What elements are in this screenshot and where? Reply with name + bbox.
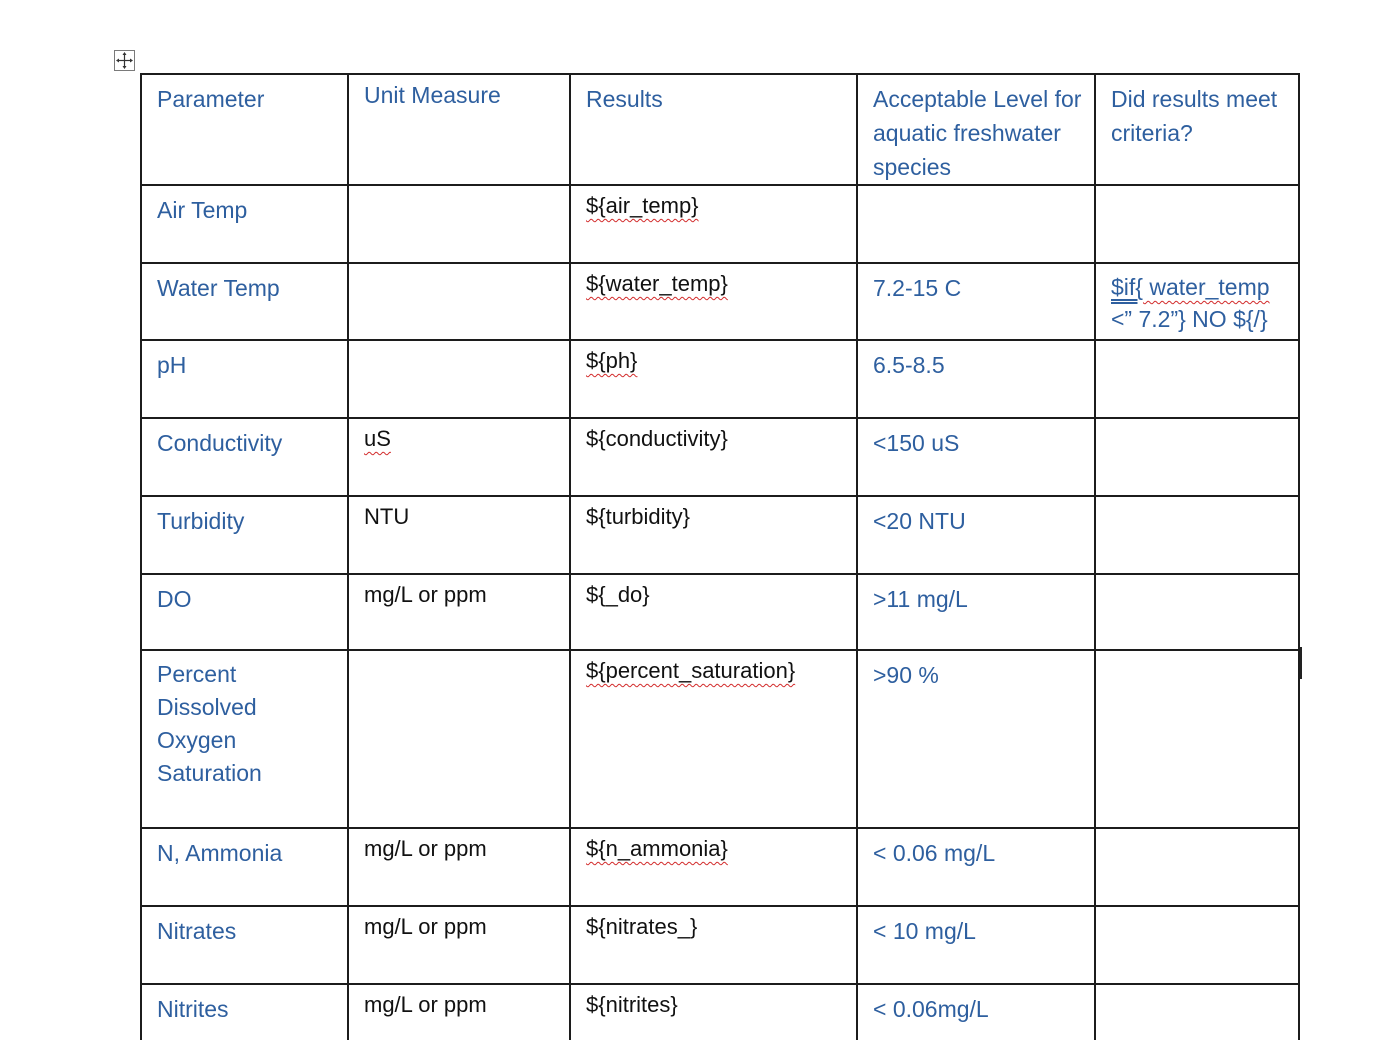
row-acceptable[interactable]: < 10 mg/L [873, 918, 976, 944]
row-unit[interactable]: mg/L or ppm [364, 836, 487, 861]
row-acceptable[interactable]: <20 NTU [873, 508, 966, 534]
row-acceptable[interactable] [858, 186, 1094, 193]
row-result[interactable]: ${turbidity} [586, 504, 690, 529]
row-unit[interactable]: NTU [364, 504, 410, 529]
row-result[interactable]: ${_do} [586, 582, 650, 607]
row-result[interactable]: ${ph} [586, 348, 638, 373]
header-acceptable: Acceptable Level for aquatic freshwater species [873, 86, 1082, 180]
row-acceptable[interactable]: < 0.06mg/L [873, 996, 989, 1022]
parameters-table [140, 73, 1300, 1040]
table-row [141, 340, 1299, 418]
row-parameter[interactable]: Conductivity [157, 430, 283, 456]
row-parameter[interactable]: Nitrites [157, 996, 229, 1022]
row-result[interactable]: ${air_temp} [586, 193, 699, 218]
row-unit[interactable] [349, 264, 569, 271]
row-acceptable[interactable]: >90 % [873, 662, 939, 688]
row-parameter[interactable]: pH [157, 352, 187, 378]
row-acceptable[interactable]: < 0.06 mg/L [873, 840, 996, 866]
row-result[interactable]: ${percent_saturation} [586, 658, 796, 683]
row-met-criteria[interactable] [1096, 186, 1298, 193]
row-met-criteria[interactable] [1096, 651, 1298, 658]
row-parameter[interactable]: N, Ammonia [157, 840, 283, 866]
row-met-criteria[interactable] [1096, 985, 1298, 992]
row-unit[interactable]: mg/L or ppm [364, 992, 487, 1017]
row-result[interactable]: ${conductivity} [586, 426, 728, 451]
table-row [141, 574, 1299, 650]
row-result[interactable]: ${water_temp} [586, 271, 728, 296]
row-met-criteria[interactable] [1096, 575, 1298, 582]
table-row [141, 828, 1299, 906]
row-result[interactable]: ${nitrates_} [586, 914, 698, 939]
table-row [141, 185, 1299, 263]
table-row [141, 650, 1299, 828]
row-met-criteria[interactable] [1096, 907, 1298, 914]
header-parameter: Parameter [157, 86, 265, 112]
header-met-criteria: Did results meet criteria? [1111, 86, 1278, 146]
row-met-criteria[interactable] [1096, 497, 1298, 504]
row-unit[interactable]: mg/L or ppm [364, 914, 487, 939]
row-met-criteria[interactable] [1096, 829, 1298, 836]
row-unit[interactable]: mg/L or ppm [364, 582, 487, 607]
table-row [141, 263, 1299, 340]
row-unit[interactable] [349, 186, 569, 193]
row-result[interactable]: ${n_ammonia} [586, 836, 728, 861]
row-parameter[interactable]: Percent Dissolved Oxygen Saturation [157, 661, 262, 786]
row-unit[interactable] [349, 341, 569, 348]
table-header-row [141, 74, 1299, 185]
row-parameter[interactable]: Nitrates [157, 918, 237, 944]
row-acceptable[interactable]: <150 uS [873, 430, 960, 456]
row-acceptable[interactable]: 7.2-15 C [873, 275, 962, 301]
header-results: Results [586, 86, 663, 112]
text-cursor [1300, 647, 1302, 679]
row-met-criteria[interactable] [1096, 264, 1298, 335]
row-unit[interactable] [349, 651, 569, 658]
move-arrows-icon[interactable] [114, 50, 135, 71]
header-unit: Unit Measure [364, 82, 501, 108]
row-met-criteria[interactable] [1096, 341, 1298, 348]
row-parameter[interactable]: Water Temp [157, 275, 280, 301]
table-row [141, 496, 1299, 574]
table-row [141, 906, 1299, 984]
row-result[interactable]: ${nitrites} [586, 992, 678, 1017]
table-row [141, 984, 1299, 1040]
row-met-criteria[interactable] [1096, 419, 1298, 426]
row-parameter[interactable]: DO [157, 586, 192, 612]
row-acceptable[interactable]: 6.5-8.5 [873, 352, 945, 378]
row-acceptable[interactable]: >11 mg/L [873, 586, 968, 612]
if-variable: water_temp [1142, 274, 1270, 300]
row-unit[interactable]: uS [364, 426, 391, 451]
if-keyword: $if{ [1111, 274, 1143, 300]
row-parameter[interactable]: Turbidity [157, 508, 245, 534]
if-condition: <” 7.2”} NO ${/} [1111, 306, 1268, 332]
row-parameter[interactable]: Air Temp [157, 197, 248, 223]
table-row [141, 418, 1299, 496]
